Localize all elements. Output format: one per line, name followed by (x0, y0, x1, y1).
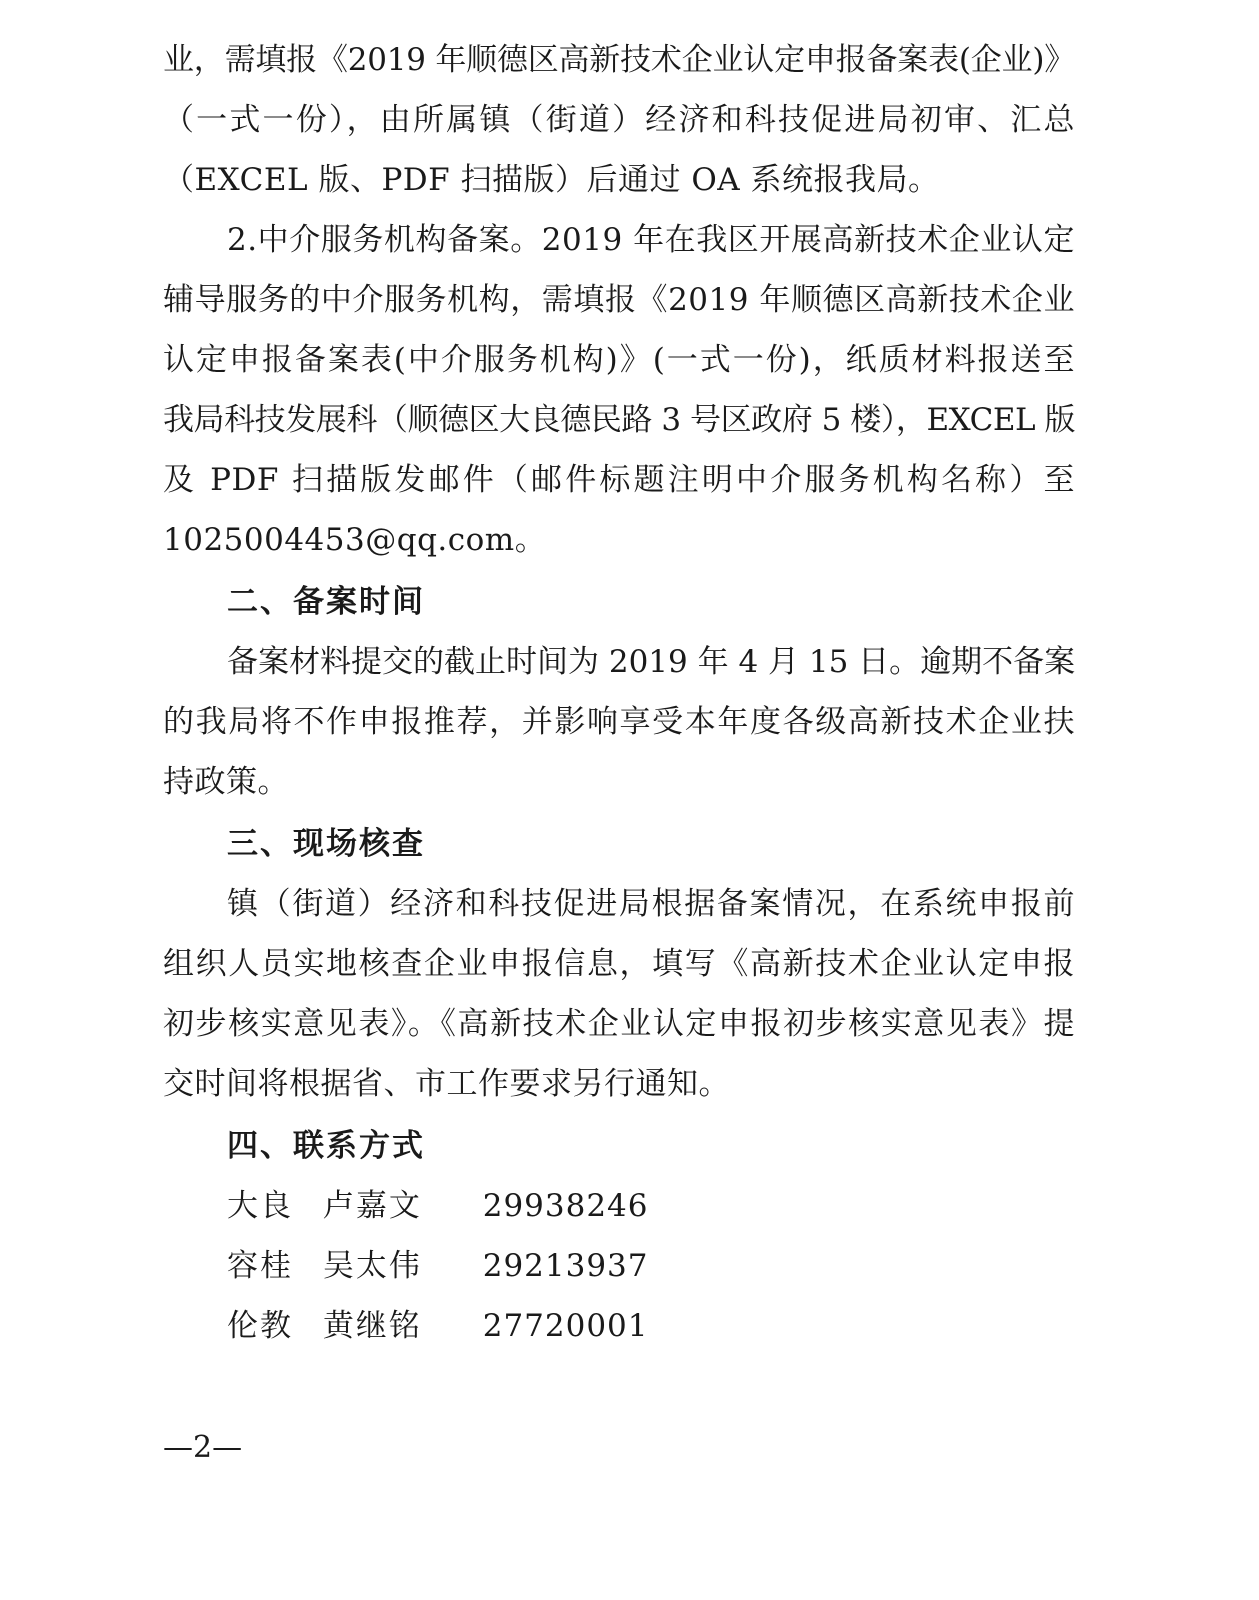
contact-town: 大良 (227, 1188, 293, 1224)
paragraph-line: 业，需填报《2019 年顺德区高新技术企业认定申报备案表(企业)》 (163, 42, 1075, 78)
paragraph-line: 持政策。 (163, 764, 289, 800)
paragraph-line: 初步核实意见表》。《高新技术企业认定申报初步核实意见表》提 (163, 1006, 1075, 1042)
paragraph-line: 交时间将根据省、市工作要求另行通知。 (163, 1066, 730, 1102)
paragraph-line: （EXCEL 版、PDF 扫描版）后通过 OA 系统报我局。 (163, 162, 940, 198)
paragraph-line: 备案材料提交的截止时间为 2019 年 4 月 15 日。逾期不备案 (227, 644, 1076, 680)
paragraph-line: 及 PDF 扫描版发邮件（邮件标题注明中介服务机构名称）至 (163, 462, 1075, 498)
section-heading-site-inspection: 三、现场核查 (227, 826, 425, 862)
paragraph-line: 2.中介服务机构备案。2019 年在我区开展高新技术企业认定 (227, 222, 1075, 258)
paragraph-line: （一式一份），由所属镇（街道）经济和科技促进局初审、汇总 (163, 102, 1075, 138)
email-address-line: 1025004453@qq.com。 (163, 522, 547, 558)
contact-row (227, 1306, 649, 1346)
paragraph-line: 我局科技发展科（顺德区大良德民路 3 号区政府 5 楼），EXCEL 版 (163, 402, 1075, 438)
contact-town: 容桂 (227, 1248, 293, 1284)
contact-row (227, 1186, 649, 1226)
section-heading-filing-time: 二、备案时间 (227, 584, 425, 620)
page-number: —2— (163, 1430, 243, 1465)
contact-phone: 29213937 (482, 1248, 649, 1284)
paragraph-line: 认定申报备案表(中介服务机构)》(一式一份)，纸质材料报送至 (163, 342, 1075, 378)
contact-person: 卢嘉文 (322, 1188, 422, 1224)
paragraph-line: 辅导服务的中介服务机构，需填报《2019 年顺德区高新技术企业 (163, 282, 1075, 318)
contact-town: 伦教 (227, 1308, 293, 1344)
paragraph-line: 的我局将不作申报推荐，并影响享受本年度各级高新技术企业扶 (163, 704, 1075, 740)
contact-row (227, 1246, 649, 1286)
contact-phone: 27720001 (482, 1308, 649, 1344)
paragraph-line: 组织人员实地核查企业申报信息，填写《高新技术企业认定申报 (163, 946, 1075, 982)
contact-person: 吴太伟 (322, 1248, 422, 1284)
section-heading-contacts: 四、联系方式 (227, 1128, 425, 1164)
contact-person: 黄继铭 (322, 1308, 422, 1344)
contact-phone: 29938246 (482, 1188, 649, 1224)
paragraph-line: 镇（街道）经济和科技促进局根据备案情况，在系统申报前 (227, 886, 1075, 922)
